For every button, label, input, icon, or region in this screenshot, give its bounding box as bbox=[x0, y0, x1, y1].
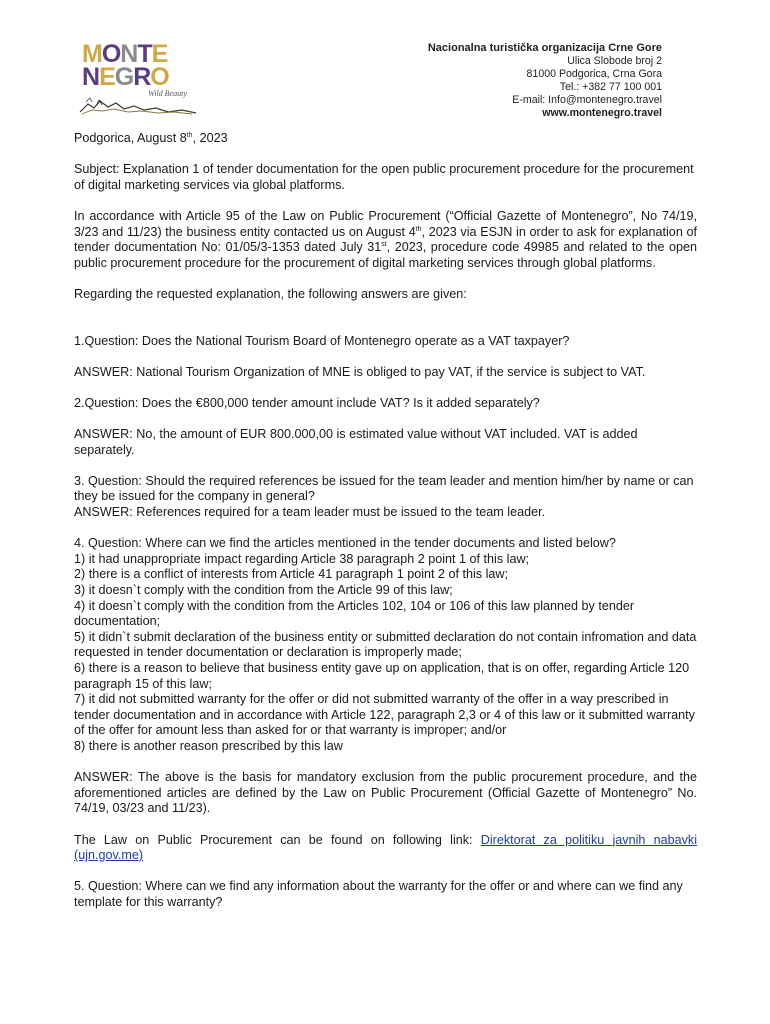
logo-tagline: Wild Beauty bbox=[148, 89, 187, 98]
answer-2: ANSWER: No, the amount of EUR 800.000,00 is estimated value without VAT included. VAT is added separately. bbox=[74, 427, 638, 457]
montenegro-logo bbox=[78, 40, 206, 120]
organization-address bbox=[428, 42, 662, 120]
answer-3: ANSWER: References required for a team leader must be issued to the team leader. bbox=[74, 505, 546, 520]
question-4-line: 4. Question: Where can we find the articles mentioned in the tender documents and listed below? bbox=[74, 536, 616, 551]
letter-subject: Subject: Explanation 1 of tender documentation for the open public procurement procedure for the procurement of digital marketing services via global platforms. bbox=[74, 162, 694, 192]
question-4-line: 3) it doesn`t comply with the condition from the Article 99 of this law; bbox=[74, 583, 453, 598]
question-4-line: 2) there is a conflict of interests from Article 41 paragraph 1 point 2 of this law; bbox=[74, 567, 508, 582]
logo-word-top: MONTE bbox=[82, 40, 168, 68]
letter-regarding: Regarding the requested explanation, the following answers are given: bbox=[74, 286, 467, 301]
answer-1: ANSWER: National Tourism Organization of MNE is obliged to pay VAT, if the service is subject to VAT. bbox=[74, 364, 646, 379]
org-street: Ulica Slobode broj 2 bbox=[567, 55, 662, 67]
question-4-line: 7) it did not submitted warranty for the offer or did not submitted warranty of the offer in a way prescribed in tender documentation and in accordance with Article 122, paragraph 2,3 or 4 of this law or it submitted warranty of the offer for amount less than asked for or that warranty is improper; and/or bbox=[74, 692, 695, 738]
question-4-line: 1) it had unappropriate impact regarding Article 38 paragraph 2 point 1 of this law; bbox=[74, 551, 530, 566]
letter-body bbox=[74, 131, 697, 911]
org-email: E-mail: Info@montenegro.travel bbox=[512, 94, 662, 106]
question-4-line: 4) it doesn`t comply with the condition from the Articles 102, 104 or 106 of this law planned by tender documentation; bbox=[74, 598, 635, 629]
question-3: 3. Question: Should the required references be issued for the team leader and mention him/her by name or can they be issued for the company in general? bbox=[74, 473, 694, 504]
question-4-line: 5) it didn`t submit declaration of the business entity or submitted declaration do not contain infromation and data requested in tender documentation or declaration is improperly made; bbox=[74, 629, 697, 660]
org-city: 81000 Podgorica, Crna Gora bbox=[526, 68, 662, 80]
logo-word-bottom: NEGRO bbox=[82, 63, 169, 91]
question-4-line: 8) there is another reason prescribed by this law bbox=[74, 738, 343, 753]
question-4 bbox=[74, 536, 697, 754]
answer-4: ANSWER: The above is the basis for mandatory exclusion from the public procurement procedure, and the aforementioned articles are defined by the Law on Public Procurement (Official Gazette of Montenegro” No. 74/19, 03/23 and 11/23). bbox=[74, 770, 697, 816]
question-1: 1.Question: Does the National Tourism Board of Montenegro operate as a VAT taxpayer? bbox=[74, 333, 570, 348]
question-4-line: 6) there is a reason to believe that business entity gave up on application, that is on offer, regarding Article 120 paragraph 15 of this law; bbox=[74, 661, 690, 691]
question-2: 2.Question: Does the €800,000 tender amount include VAT? Is it added separately? bbox=[74, 395, 540, 410]
letter-date: Podgorica, August 8th, 2023 bbox=[74, 131, 228, 145]
logo-mountain-art bbox=[78, 92, 206, 120]
question-5: 5. Question: Where can we find any information about the warranty for the offer or and where can we find any template for this warranty? bbox=[74, 879, 683, 909]
org-website: www.montenegro.travel bbox=[542, 107, 662, 119]
law-link[interactable]: Direktorat za politiku javnih nabavki (ujn.gov.me) bbox=[74, 832, 698, 863]
org-phone: Tel.: +382 77 100 001 bbox=[559, 81, 662, 93]
law-link-paragraph: The Law on Public Procurement can be found on following link: Direktorat za politiku javnih nabavki (ujn.gov.me) bbox=[74, 832, 698, 863]
letter-intro: In accordance with Article 95 of the Law on Public Procurement (“Official Gazette of Montenegro”, No 74/19, 3/23 and 11/23) the business entity contacted us on August 4th, 2023 via ESJN in order to ask for explanation of tender documentation No: 01/05/3-1353 dated July 31st, 2023, procedure code 49985 and related to the open public procurement procedure for the procurement of digital marketing services through global platforms. bbox=[74, 208, 697, 270]
org-name: Nacionalna turistička organizacija Crne Gore bbox=[427, 42, 662, 54]
